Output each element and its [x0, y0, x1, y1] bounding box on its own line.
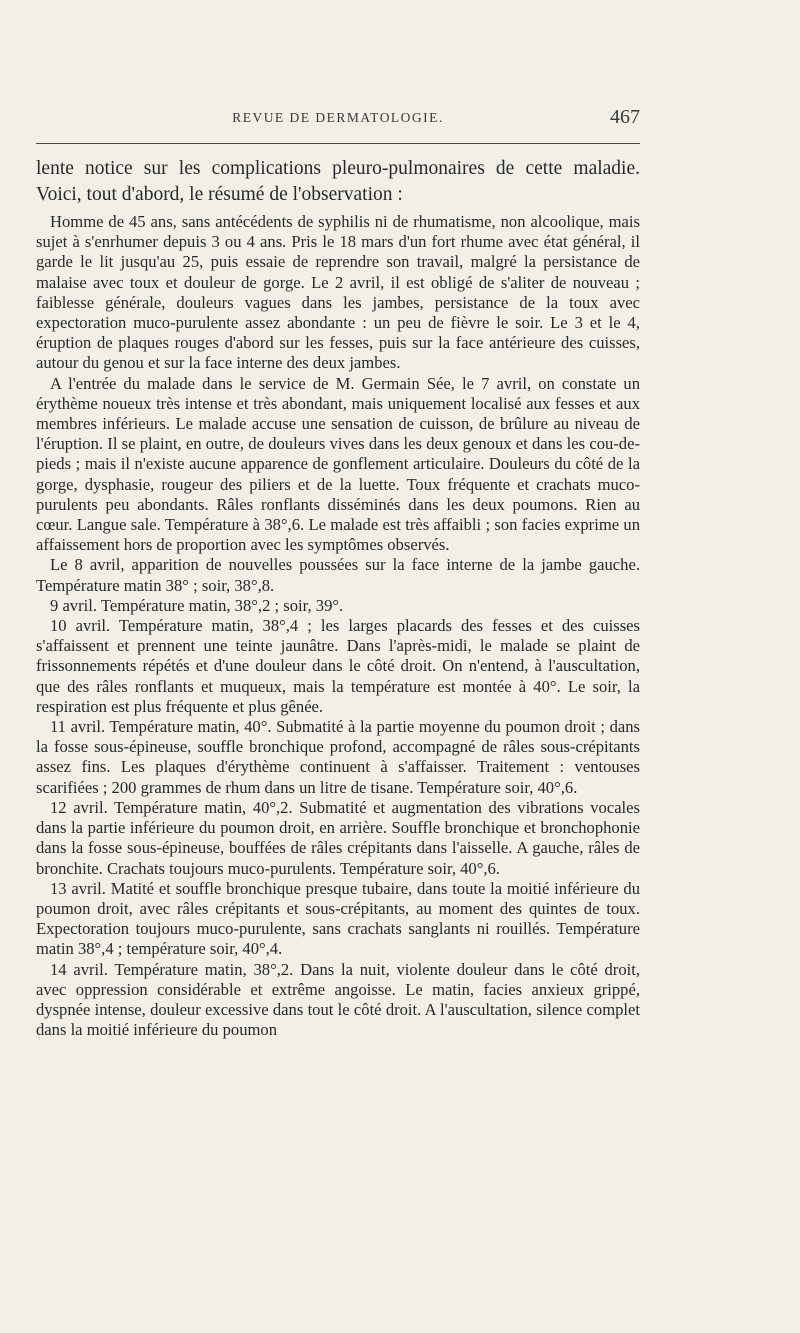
paragraph-history: Homme de 45 ans, sans antécédents de syphilis ni de rhumatisme, non alcoolique, mais sujet à s'enrhumer depuis 3 ou 4 ans. Pris le 18 mars d'un fort rhume avec état général, il garde le lit jusqu'au 25, puis essaie de reprendre son travail, malgré la persistance de malaise avec toux et douleur de gorge. Le 2 avril, il est obligé de s'aliter de nouveau ; faiblesse générale, douleurs vagues dans les jambes, persistance de la toux avec expectoration muco-purulente assez abondante : un peu de fièvre le soir. Le 3 et le 4, éruption de plaques rouges d'abord sur les fesses, puis sur la face antérieure des cuisses, autour du genou et sur la face interne des deux jambes.: [36, 212, 640, 373]
page-header: [36, 106, 640, 134]
page-number: 467: [610, 106, 640, 128]
intro-paragraph: lente notice sur les complications pleuro-pulmonaires de cette maladie. Voici, tout d'abord, le résumé de l'observation :: [36, 158, 640, 205]
paragraph-april-8: Le 8 avril, apparition de nouvelles poussées sur la face interne de la jambe gauche. Température matin 38° ; soir, 38°,8.: [36, 555, 640, 595]
observation-body: [36, 212, 640, 1040]
paragraph-april-13: 13 avril. Matité et souffle bronchique presque tubaire, dans toute la moitié inférieure du poumon droit, avec râles crépitants et sous-crépitants, au moment des quintes de toux. Expectoration toujours muco-purulente, sans crachats sanglants ni rouillés. Température matin 38°,4 ; température soir, 40°,4.: [36, 878, 640, 959]
paragraph-april-11: 11 avril. Température matin, 40°. Submatité à la partie moyenne du poumon droit ; dans la fosse sous-épineuse, souffle bronchique profond, accompagné de râles sous-crépitants assez fins. Les plaques d'érythème continuent à s'affaisser. Traitement : ventouses scarifiées ; 200 grammes de rhum dans un litre de tisane. Température soir, 40°,6.: [36, 717, 640, 797]
paragraph-april-14: 14 avril. Température matin, 38°,2. Dans la nuit, violente douleur dans le côté droit, avec oppression considérable et extrême angoisse. Le matin, facies anxieux grippé, dyspnée intense, douleur excessive dans tout le côté droit. A l'auscultation, silence complet dans la moitié inférieure du poumon: [36, 959, 640, 1040]
header-rule: [36, 143, 640, 144]
paragraph-april-12: 12 avril. Température matin, 40°,2. Submatité et augmentation des vibrations vocales dans la partie inférieure du poumon droit, en arrière. Souffle bronchique et bronchophonie dans la fosse sous-épineuse, bouffées de râles crépitants dans l'aisselle. A gauche, râles de bronchite. Crachats toujours muco-purulents. Température soir, 40°,6.: [36, 797, 640, 878]
paragraph-april-10: 10 avril. Température matin, 38°,4 ; les larges placards des fesses et des cuisses s'affaissent et prennent une teinte jaunâtre. Dans l'après-midi, le malade se plaint de frissonnements répétés et d'une douleur dans le côté droit. On n'entend, à l'auscultation, que des râles ronflants et muqueux, mais la température est montée à 40°. Le soir, la respiration est plus fréquente et plus gênée.: [36, 616, 640, 716]
paragraph-april-9: 9 avril. Température matin, 38°,2 ; soir, 39°.: [50, 595, 344, 615]
paragraph-admission: A l'entrée du malade dans le service de M. Germain Sée, le 7 avril, on constate un érythème noueux très intense et très abondant, mais uniquement localisé aux fesses et aux membres inférieurs. Le malade accuse une sensation de cuisson, de brûlure au niveau de l'éruption. Il se plaint, en outre, de douleurs vives dans les deux genoux et dans les cou-de-pieds ; mais il n'existe aucune apparence de gonflement articulaire. Douleurs du côté de la gorge, dysphasie, rougeur des piliers et de la luette. Toux fréquente et crachats muco-purulents peu abondants. Râles ronflants disséminés dans les deux poumons. Rien au cœur. Langue sale. Température à 38°,6. Le malade est très affaibli ; son facies exprime un affaissement hors de proportion avec les symptômes observés.: [36, 373, 640, 555]
intro-text: [36, 156, 640, 208]
running-title: REVUE DE DERMATOLOGIE.: [232, 110, 444, 125]
